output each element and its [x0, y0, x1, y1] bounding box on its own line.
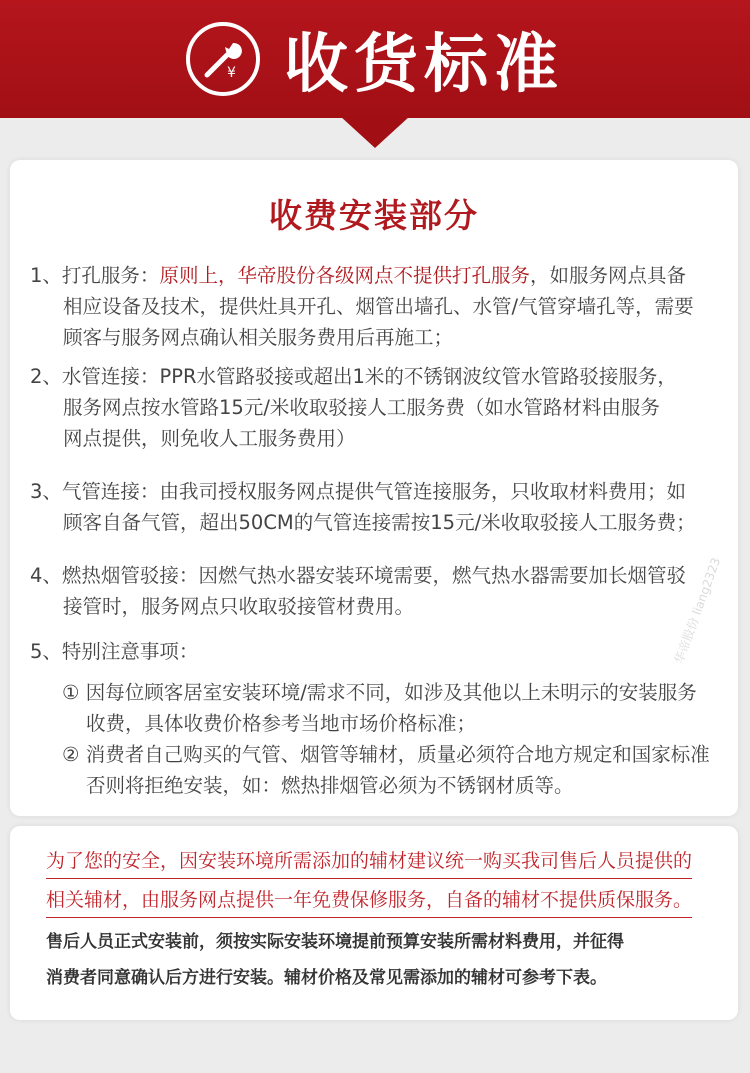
wrench-yen-icon [186, 22, 260, 96]
svg-text:¥: ¥ [227, 65, 236, 81]
notice-red-line: 相关辅材，由服务网点提供一年免费保修服务，自备的辅材不提供质保服务。 [46, 885, 692, 918]
safety-notice-card [10, 826, 738, 1020]
list-item: 2、水管连接：PPR水管路驳接或超出1米的不锈钢波纹管水管路驳接服务， 服务网点按水管路15元/米收取驳接人工服务费（如水管路材料由服务 网点提供，则免收人工服务费用） [30, 365, 677, 450]
list-item: 5、特别注意事项： [30, 640, 199, 663]
header [0, 0, 750, 118]
page-title: 收货标准 [284, 28, 564, 102]
header-arrow [340, 116, 410, 148]
list-item: 1、打孔服务：原则上，华帝股份各级网点不提供打孔服务，如服务网点具备 相应设备及技术，提供灶具开孔、烟管出墙孔、水管/气管穿墙孔等，需要 顾客与服务网点确认相关服务费用后再施工； [30, 264, 694, 349]
note-item: ① 因每位顾客居室安装环境/需求不同，如涉及其他以上未明示的安装服务 [62, 681, 697, 704]
list-item: 4、燃热烟管驳接：因燃气热水器安装环境需要，燃气热水器需要加长烟管驳 接管时，服务网点只收取驳接管材费用。 [30, 564, 686, 618]
highlight-text: 原则上，华帝股份各级网点不提供打孔服务 [159, 264, 530, 287]
watermark: 华帝股份 liang2323 [671, 555, 724, 666]
notice-text: 消费者同意确认后方进行安装。辅材价格及常见需添加的辅材可参考下表。 [46, 968, 607, 988]
fee-items-list [30, 260, 730, 801]
section-title: 收费安装部分 [269, 196, 479, 235]
safety-notice [46, 846, 726, 996]
notice-red-line: 为了您的安全，因安装环境所需添加的辅材建议统一购买我司售后人员提供的 [46, 846, 692, 879]
special-notes [30, 677, 730, 801]
note-item: ② 消费者自己购买的气管、烟管等辅材，质量必须符合地方规定和国家标准 [62, 743, 710, 766]
fee-installation-card [10, 160, 738, 816]
note-item-cont: 收费，具体收费价格参考当地市场价格标准； [86, 712, 477, 735]
note-item-cont: 否则将拒绝安装，如：燃热排烟管必须为不锈钢材质等。 [86, 774, 574, 797]
notice-text: 售后人员正式安装前，须按实际安装环境提前预算安装所需材料费用，并征得 [46, 932, 624, 952]
list-item: 3、气管连接：由我司授权服务网点提供气管连接服务，只收取材料费用；如 顾客自备气管，超出50CM的气管连接需按15元/米收取驳接人工服务费； [30, 480, 696, 534]
